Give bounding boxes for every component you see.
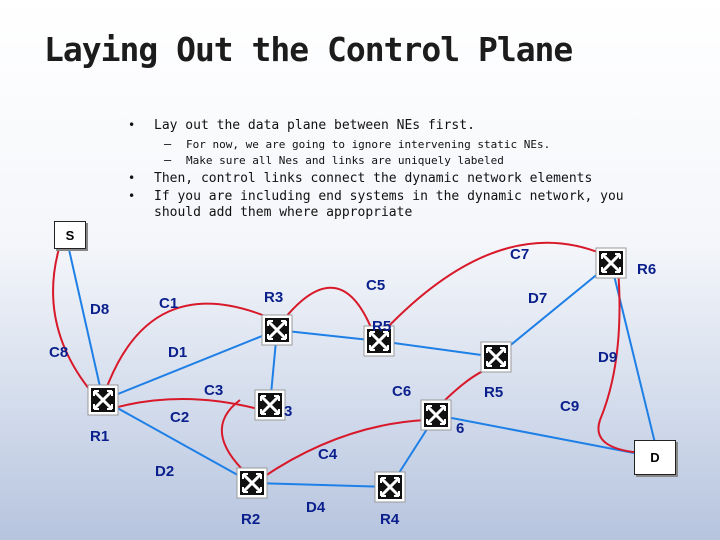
router-rx-icon[interactable]	[255, 390, 285, 420]
label-c2: C2	[170, 409, 190, 426]
label-c6: C6	[392, 383, 412, 400]
bullet-1: Lay out the data plane between NEs first.	[154, 118, 475, 133]
label-d1: D1	[168, 344, 188, 361]
label-r6: R6	[637, 261, 657, 278]
sub-dash: –	[164, 153, 172, 167]
router-r1-icon[interactable]	[88, 385, 118, 415]
label-d4: D4	[306, 499, 326, 516]
label-r4: R4	[380, 511, 400, 528]
bullet-dot: •	[128, 171, 136, 185]
link-S-R1	[68, 245, 103, 400]
label-c7: C7	[510, 246, 530, 263]
link-R2-R4	[252, 483, 390, 487]
label-c3: C3	[204, 382, 224, 399]
link-R8-R5	[379, 341, 496, 357]
router-r4-icon[interactable]	[375, 472, 405, 502]
label-rx: 3	[284, 403, 293, 420]
control-link-c6	[440, 368, 490, 405]
control-link-c5	[285, 288, 372, 330]
router-r6-icon[interactable]	[596, 248, 626, 278]
label-c1: C1	[159, 295, 179, 312]
data-plane-links	[68, 245, 655, 487]
sub-dash: –	[164, 137, 172, 151]
label-d8: D8	[90, 301, 110, 318]
label-r1: R1	[90, 428, 110, 445]
sub-bullet-2: Make sure all Nes and links are uniquely labeled	[186, 154, 504, 167]
control-link-c8	[53, 245, 100, 402]
label-c8: C8	[49, 344, 69, 361]
destination-box[interactable]: D	[634, 440, 676, 475]
router-r3-icon[interactable]	[262, 315, 292, 345]
bullet-3-cont: should add them where appropriate	[154, 205, 413, 220]
label-r3: R3	[264, 289, 284, 306]
control-link-c1	[105, 304, 270, 392]
link-R5-R6	[496, 263, 611, 357]
bullet-3: If you are including end systems in the dynamic network, you	[154, 189, 624, 204]
control-link-c3	[222, 400, 248, 475]
bullet-dot: •	[128, 118, 136, 132]
label-c5: C5	[366, 277, 386, 294]
label-d7: D7	[528, 290, 548, 307]
router-r7-icon[interactable]	[421, 400, 451, 430]
label-r8: R5	[372, 318, 392, 335]
label-d9: D9	[598, 349, 618, 366]
control-plane-links	[53, 243, 645, 478]
label-d2: D2	[155, 463, 175, 480]
bullet-2: Then, control links connect the dynamic network elements	[154, 171, 593, 186]
label-c4: C4	[318, 446, 338, 463]
source-box[interactable]: S	[54, 221, 86, 249]
label-r7: 6	[456, 420, 465, 437]
bullet-dot: •	[128, 189, 136, 203]
label-c9: C9	[560, 398, 580, 415]
page-title: Laying Out the Control Plane	[44, 30, 573, 69]
router-r5-icon[interactable]	[481, 342, 511, 372]
label-r5: R5	[484, 384, 504, 401]
sub-bullet-1: For now, we are going to ignore intervening static NEs.	[186, 138, 551, 151]
label-r2: R2	[241, 511, 261, 528]
control-link-c7	[385, 243, 605, 330]
router-r2-icon[interactable]	[237, 468, 267, 498]
link-R1-R3	[103, 330, 277, 400]
